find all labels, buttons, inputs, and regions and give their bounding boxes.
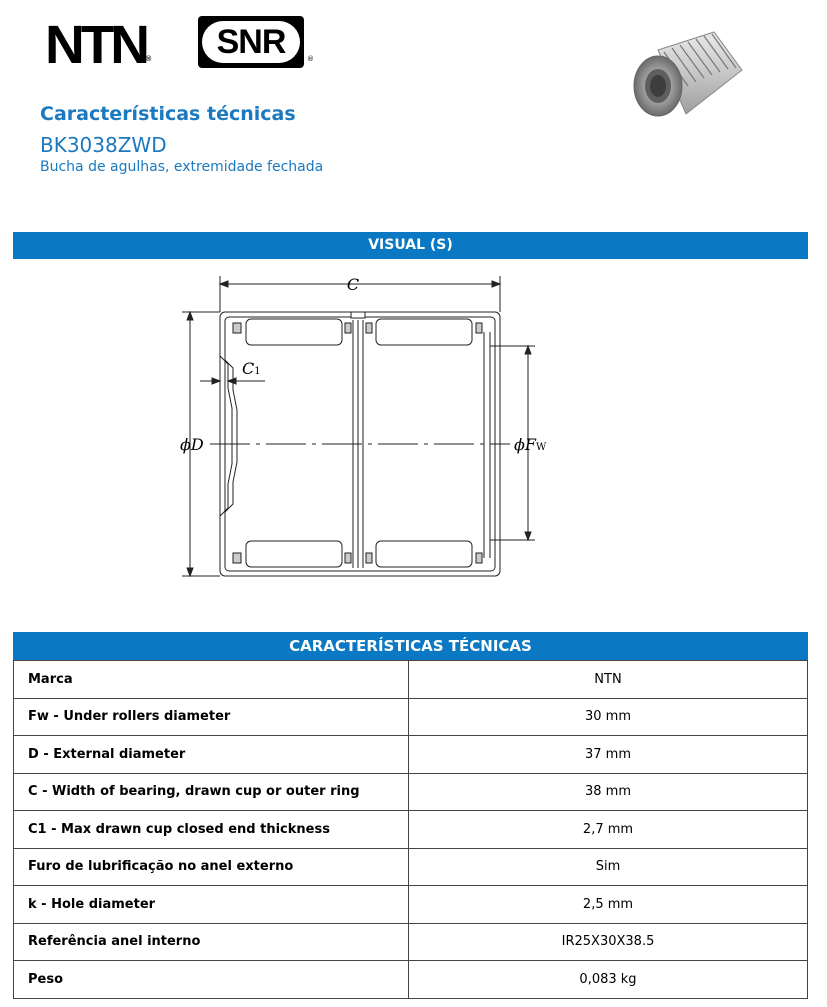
dim-c-arrow-left bbox=[220, 281, 228, 287]
spec-row bbox=[14, 661, 808, 699]
spec-value: 30 mm bbox=[409, 698, 808, 736]
spec-row bbox=[14, 961, 808, 999]
spec-value: 2,7 mm bbox=[409, 811, 808, 849]
visual-section-header: VISUAL (S) bbox=[13, 232, 808, 259]
spec-row bbox=[14, 923, 808, 961]
spec-value: 0,083 kg bbox=[409, 961, 808, 999]
product-description: Bucha de agulhas, extremidade fechada bbox=[40, 159, 324, 175]
label-c1: C1 bbox=[242, 359, 261, 378]
page-title: Características técnicas bbox=[40, 103, 296, 125]
spec-value: IR25X30X38.5 bbox=[409, 923, 808, 961]
spec-key: Fw - Under rollers diameter bbox=[14, 698, 409, 736]
roller-bottom-right bbox=[376, 541, 472, 567]
spec-value: Sim bbox=[409, 848, 808, 886]
spec-value: NTN bbox=[409, 661, 808, 699]
spec-key: D - External diameter bbox=[14, 736, 409, 774]
label-fw: ϕFW bbox=[514, 435, 547, 454]
spec-key: C1 - Max drawn cup closed end thickness bbox=[14, 811, 409, 849]
roller-bottom-left bbox=[246, 541, 342, 567]
spec-key: Referência anel interno bbox=[14, 923, 409, 961]
spec-row bbox=[14, 773, 808, 811]
spec-row bbox=[14, 698, 808, 736]
spec-value: 2,5 mm bbox=[409, 886, 808, 924]
dim-c-arrow-right bbox=[492, 281, 500, 287]
spec-value: 38 mm bbox=[409, 773, 808, 811]
lubrication-hole bbox=[351, 312, 365, 318]
spec-key: C - Width of bearing, drawn cup or outer ring bbox=[14, 773, 409, 811]
spec-key: Furo de lubrificação no anel externo bbox=[14, 848, 409, 886]
product-reference: BK3038ZWD bbox=[40, 133, 167, 157]
ntn-logo: NTN® bbox=[45, 15, 152, 75]
spec-row bbox=[14, 848, 808, 886]
specs-section-header: CARACTERÍSTICAS TÉCNICAS bbox=[13, 632, 808, 660]
roller-top-left bbox=[246, 319, 342, 345]
snr-logo bbox=[198, 16, 304, 68]
technical-drawing bbox=[170, 268, 570, 588]
spec-key: k - Hole diameter bbox=[14, 886, 409, 924]
spec-row bbox=[14, 736, 808, 774]
label-c: C bbox=[346, 275, 360, 294]
spec-row bbox=[14, 811, 808, 849]
snr-logo-text: SNR bbox=[202, 21, 300, 63]
specs-table bbox=[13, 660, 808, 999]
spec-row bbox=[14, 886, 808, 924]
product-image bbox=[628, 28, 748, 123]
spec-key: Marca bbox=[14, 661, 409, 699]
spec-value: 37 mm bbox=[409, 736, 808, 774]
roller-top-right bbox=[376, 319, 472, 345]
label-d: ϕD bbox=[180, 435, 204, 454]
snr-registered-mark: ® bbox=[307, 55, 314, 63]
spec-key: Peso bbox=[14, 961, 409, 999]
